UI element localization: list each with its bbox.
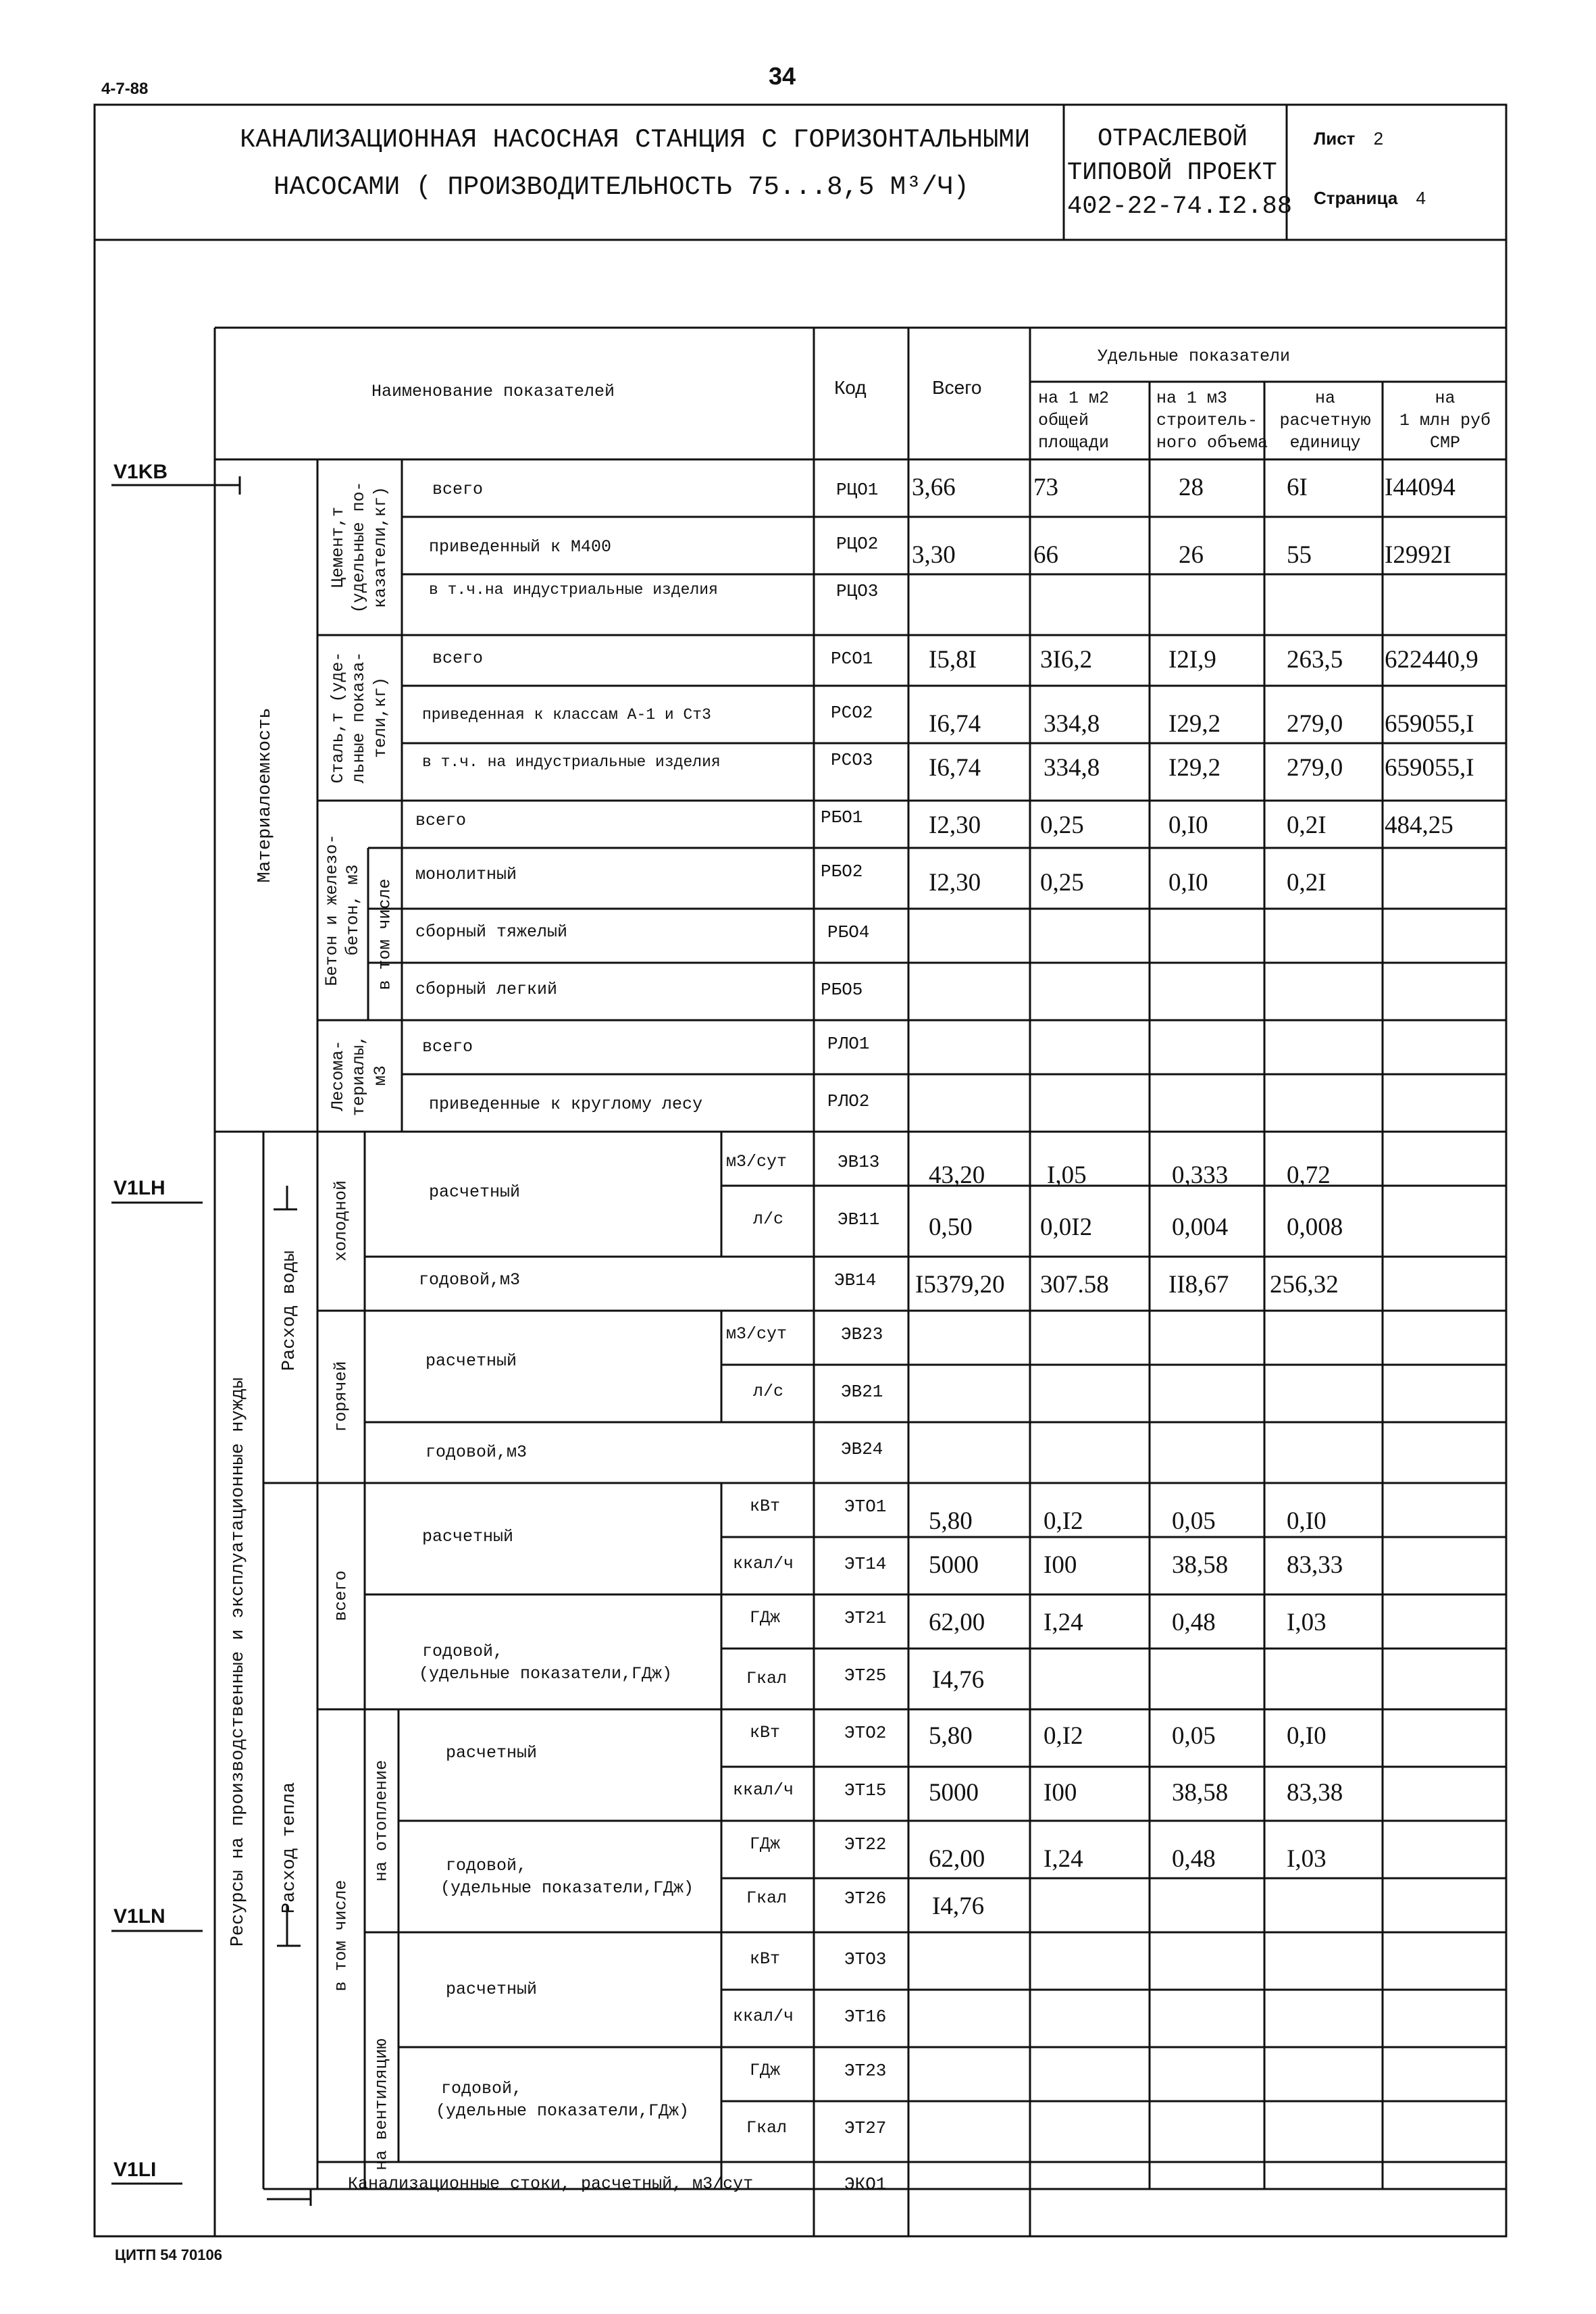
sheet-label-text: Лист — [1314, 128, 1356, 149]
value-et15-total: 5000 — [929, 1779, 979, 1807]
code-rb05: РБО5 — [821, 980, 863, 1000]
unit-heating-kw: кВт — [750, 1723, 781, 1742]
value-rb01-c3: 0,2I — [1287, 811, 1327, 839]
value-et21-c1: I,24 — [1044, 1609, 1083, 1636]
code-et27: ЭТ27 — [844, 2118, 887, 2138]
label-timber-total: всего — [422, 1037, 473, 1057]
label-heat-annual-line2: (удельные показатели,ГДж) — [419, 1664, 673, 1684]
value-rb02-total: I2,30 — [929, 869, 981, 897]
unit-heat-gcal: Гкал — [746, 1669, 788, 1688]
value-rs01-c3: 263,5 — [1287, 646, 1343, 674]
margin-code-3: V1LN — [113, 1905, 165, 1928]
label-cement-total: всего — [432, 480, 484, 499]
header-col4-line2: 1 млн руб — [1399, 411, 1491, 430]
value-et02-c2: 0,05 — [1172, 1722, 1216, 1750]
unit-heat-kw: кВт — [750, 1496, 781, 1516]
label-cement-m400: приведенный к М400 — [429, 537, 612, 557]
group-steel — [328, 651, 391, 783]
value-rc02-c4: I2992I — [1385, 541, 1451, 569]
doc-number: 4-7-88 — [101, 80, 149, 98]
value-rc02-c2: 26 — [1179, 541, 1204, 569]
code-et22: ЭТ22 — [844, 1834, 887, 1855]
value-rs02-c3: 279,0 — [1287, 710, 1343, 738]
unit-hot-m3day: м3/сут — [726, 1324, 788, 1344]
code-et21: ЭТ21 — [844, 1608, 887, 1628]
project-line-2: ТИПОВОЙ ПРОЕКТ — [1067, 159, 1277, 187]
value-et14-c1: I00 — [1044, 1551, 1077, 1579]
code-et15: ЭТ15 — [844, 1780, 887, 1801]
value-rs02-c1: 334,8 — [1044, 710, 1100, 738]
title-line-1: КАНАЛИЗАЦИОННАЯ НАСОСНАЯ СТАНЦИЯ С ГОРИЗОНТАЛЬНЫМИ — [240, 125, 1031, 155]
title-line-2: НАСОСАМИ ( ПРОИЗВОДИТЕЛЬНОСТЬ 75...8,5 М³/Ч) — [274, 172, 969, 202]
code-rl01: РЛО1 — [827, 1034, 870, 1054]
value-rs01-c1: 3I6,2 — [1040, 646, 1093, 674]
label-heat-calc: расчетный — [422, 1527, 514, 1546]
value-rs03-c1: 334,8 — [1044, 754, 1100, 782]
value-ev14-c1: 307.58 — [1040, 1271, 1109, 1299]
value-rc01-c1: 73 — [1033, 474, 1058, 501]
group-steel-line2: льные показа- — [349, 651, 369, 784]
label-heating-annual-line2: (удельные показатели,ГДж) — [440, 1878, 694, 1898]
group-concrete-line1: Бетон и железо- — [321, 834, 342, 986]
page-number: 34 — [769, 62, 796, 90]
value-et15-c1: I00 — [1044, 1779, 1077, 1807]
code-rc03: РЦО3 — [836, 581, 879, 601]
header-col4-line1: на — [1435, 388, 1456, 408]
label-timber-round: приведенные к круглому лесу — [429, 1095, 703, 1114]
value-ev14-total: I5379,20 — [915, 1271, 1005, 1299]
label-steel-a1: приведенная к классам А-1 и Ст3 — [422, 706, 711, 724]
header-col1-line3: площади — [1038, 433, 1110, 453]
code-rs03: РСО3 — [831, 750, 873, 770]
group-hot: горячей — [331, 1361, 351, 1432]
value-rb01-total: I2,30 — [929, 811, 981, 839]
unit-vent-kw: кВт — [750, 1949, 781, 1969]
value-et26-total: I4,76 — [932, 1892, 985, 1920]
project-line-1: ОТРАСЛЕВОЙ — [1098, 125, 1248, 153]
value-ev14-c2: II8,67 — [1168, 1271, 1229, 1299]
group-steel-line3: тели,кг) — [370, 676, 390, 759]
group-timber — [328, 1035, 391, 1116]
value-rs03-total: I6,74 — [929, 754, 981, 782]
code-rs02: РСО2 — [831, 703, 873, 723]
label-sewage: Канализационные стоки, расчетный, м3/сут — [348, 2174, 754, 2194]
unit-heating-kcal: ккал/ч — [733, 1780, 794, 1800]
value-et25-total: I4,76 — [932, 1666, 985, 1694]
code-et23: ЭТ23 — [844, 2061, 887, 2081]
unit-vent-kcal: ккал/ч — [733, 2007, 794, 2026]
header-col1-line2: общей — [1038, 411, 1089, 430]
value-rc01-c2: 28 — [1179, 474, 1204, 501]
group-materials: Материалоемкость — [255, 707, 276, 883]
footer-code: ЦИТП 54 70106 — [115, 2246, 223, 2263]
label-concrete-light: сборный легкий — [415, 980, 558, 999]
unit-heat-gj: ГДж — [750, 1608, 781, 1628]
group-concrete-line2: бетон, м3 — [343, 864, 363, 956]
value-rc02-c1: 66 — [1033, 541, 1058, 569]
unit-cold-ls: л/с — [753, 1209, 784, 1229]
value-et22-c3: I,03 — [1287, 1845, 1327, 1873]
header-code: Код — [834, 377, 867, 398]
header-col2-line1: на 1 м3 — [1156, 388, 1228, 408]
margin-code-2: V1LH — [113, 1177, 165, 1199]
value-ev13-c1: I,05 — [1047, 1161, 1087, 1189]
code-et14: ЭТ14 — [844, 1554, 887, 1574]
value-et14-c2: 38,58 — [1172, 1551, 1229, 1579]
group-ventilation: на вентиляцию — [371, 2038, 392, 2171]
value-ev11-c2: 0,004 — [1172, 1213, 1229, 1241]
group-water: Расход воды — [280, 1250, 301, 1372]
value-rs03-c4: 659055,I — [1385, 754, 1474, 782]
value-rb02-c1: 0,25 — [1040, 869, 1084, 897]
code-rc02: РЦО2 — [836, 534, 879, 554]
value-rs02-c4: 659055,I — [1385, 710, 1474, 738]
sheet-label — [1314, 128, 1383, 149]
value-rs01-c2: I2I,9 — [1168, 646, 1216, 674]
value-rb02-c2: 0,I0 — [1168, 869, 1208, 897]
value-rc01-total: 3,66 — [912, 474, 956, 501]
sheet-page-label: Страница — [1314, 188, 1398, 208]
header-name: Наименование показателей — [371, 382, 615, 401]
value-et22-c1: I,24 — [1044, 1845, 1083, 1873]
value-rc01-c3: 6I — [1287, 474, 1308, 501]
value-et01-c3: 0,I0 — [1287, 1507, 1327, 1535]
code-rb01: РБО1 — [821, 807, 863, 828]
header-col3-line2: расчетную — [1279, 411, 1371, 430]
value-ev11-c1: 0,0I2 — [1040, 1213, 1093, 1241]
label-heat-annual — [419, 1640, 672, 1685]
value-rb02-c3: 0,2I — [1287, 869, 1327, 897]
code-rb02: РБО2 — [821, 861, 863, 882]
value-rs03-c2: I29,2 — [1168, 754, 1221, 782]
group-steel-line1: Сталь,т (уде- — [328, 651, 349, 784]
header-col4 — [1386, 387, 1504, 454]
label-concrete-heavy: сборный тяжелый — [415, 922, 568, 942]
group-cement — [328, 481, 391, 613]
group-concrete-including: в том числе — [375, 878, 395, 990]
code-ev24: ЭВ24 — [841, 1439, 883, 1459]
value-et14-total: 5000 — [929, 1551, 979, 1579]
value-et01-total: 5,80 — [929, 1507, 973, 1535]
value-ev13-c2: 0,333 — [1172, 1161, 1229, 1189]
sheet-page-value: 4 — [1416, 188, 1426, 208]
header-col3 — [1271, 387, 1379, 454]
value-rb01-c1: 0,25 — [1040, 811, 1084, 839]
group-heating: на отопление — [371, 1759, 392, 1882]
group-heat-including: в том числе — [331, 1880, 351, 1992]
value-ev13-total: 43,20 — [929, 1161, 985, 1189]
value-et01-c1: 0,I2 — [1044, 1507, 1083, 1535]
value-et01-c2: 0,05 — [1172, 1507, 1216, 1535]
unit-hot-ls: л/с — [753, 1382, 784, 1401]
label-hot-calc: расчетный — [426, 1351, 517, 1371]
label-cold-calc: расчетный — [429, 1182, 521, 1202]
value-ev14-c3: 256,32 — [1270, 1271, 1339, 1299]
code-et25: ЭТ25 — [844, 1665, 887, 1686]
code-et01: ЭТО1 — [844, 1496, 887, 1517]
value-ev13-c3: 0,72 — [1287, 1161, 1331, 1189]
code-rl02: РЛО2 — [827, 1091, 870, 1111]
label-steel-total: всего — [432, 649, 484, 668]
header-col2-line2: строитель- — [1156, 411, 1258, 430]
unit-cold-m3day: м3/сут — [726, 1152, 788, 1172]
group-cold: холодной — [331, 1180, 351, 1262]
group-cement-line3: казатели,кг) — [370, 486, 390, 609]
code-ev21: ЭВ21 — [841, 1382, 883, 1402]
code-et16: ЭТ16 — [844, 2007, 887, 2027]
value-rb01-c2: 0,I0 — [1168, 811, 1208, 839]
group-cement-line1: Цемент,т — [328, 506, 349, 588]
label-heating-annual-line1: годовой, — [446, 1856, 527, 1876]
value-rc02-c3: 55 — [1287, 541, 1312, 569]
label-vent-calc: расчетный — [446, 1980, 538, 1999]
value-et02-c1: 0,I2 — [1044, 1722, 1083, 1750]
value-et15-c2: 38,58 — [1172, 1779, 1229, 1807]
label-concrete-total: всего — [415, 811, 467, 830]
value-et21-c2: 0,48 — [1172, 1609, 1216, 1636]
group-concrete — [321, 834, 364, 986]
code-ev11: ЭВ11 — [838, 1209, 880, 1230]
header-col3-line1: на — [1314, 388, 1335, 408]
value-et14-c3: 83,33 — [1287, 1551, 1343, 1579]
sheet-page — [1314, 188, 1426, 209]
value-et22-c2: 0,48 — [1172, 1845, 1216, 1873]
value-rs03-c3: 279,0 — [1287, 754, 1343, 782]
margin-code-1: V1KB — [113, 461, 168, 483]
value-et15-c3: 83,38 — [1287, 1779, 1343, 1807]
group-timber-line1: Лесома- — [328, 1040, 349, 1111]
unit-vent-gcal: Гкал — [746, 2118, 788, 2138]
code-et02: ЭТО2 — [844, 1723, 887, 1743]
group-heat: Расход тепла — [280, 1782, 301, 1914]
header-col3-line3: единицу — [1289, 433, 1361, 453]
code-ek01: ЭКО1 — [844, 2174, 887, 2194]
unit-heating-gcal: Гкал — [746, 1888, 788, 1908]
code-rs01: РСО1 — [831, 649, 873, 669]
header-col2-line3: ного объема — [1156, 433, 1268, 453]
label-vent-annual-line2: (удельные показатели,ГДж) — [436, 2101, 690, 2121]
value-et21-total: 62,00 — [929, 1609, 985, 1636]
value-et22-total: 62,00 — [929, 1845, 985, 1873]
value-rs01-total: I5,8I — [929, 646, 977, 674]
header-col1 — [1038, 387, 1109, 454]
label-steel-industrial: в т.ч. на индустриальные изделия — [422, 753, 721, 771]
group-timber-line3: м3 — [370, 1065, 390, 1086]
value-ev11-c3: 0,008 — [1287, 1213, 1343, 1241]
code-et03: ЭТО3 — [844, 1949, 887, 1969]
code-ev14: ЭВ14 — [834, 1270, 877, 1290]
unit-heat-kcal: ккал/ч — [733, 1554, 794, 1574]
code-et26: ЭТ26 — [844, 1888, 887, 1909]
group-cement-line2: (удельные по- — [349, 481, 369, 613]
label-hot-annual: годовой,м3 — [426, 1442, 527, 1462]
label-vent-annual-line1: годовой, — [441, 2079, 523, 2098]
label-heating-annual — [440, 1855, 694, 1899]
code-rb04: РБО4 — [827, 922, 870, 942]
label-heat-annual-line1: годовой, — [422, 1642, 504, 1661]
value-rs01-c4: 622440,9 — [1385, 646, 1478, 674]
unit-vent-gj: ГДж — [750, 2061, 781, 2080]
code-rc01: РЦО1 — [836, 480, 879, 500]
value-ev11-total: 0,50 — [929, 1213, 973, 1241]
group-timber-line2: териалы, — [349, 1034, 369, 1117]
group-resources: Ресурсы на производственные и эксплуатационные нужды — [228, 1377, 249, 1947]
value-et02-c3: 0,I0 — [1287, 1722, 1327, 1750]
header-total: Всего — [932, 377, 982, 398]
label-cement-industrial: в т.ч.на индустриальные изделия — [429, 581, 718, 599]
value-rs02-total: I6,74 — [929, 710, 981, 738]
code-ev23: ЭВ23 — [841, 1324, 883, 1344]
group-heat-total: всего — [331, 1570, 351, 1621]
unit-heating-gj: ГДж — [750, 1834, 781, 1854]
value-rs02-c2: I29,2 — [1168, 710, 1221, 738]
label-cold-annual: годовой,м3 — [419, 1270, 521, 1290]
label-heating-calc: расчетный — [446, 1743, 538, 1763]
code-ev13: ЭВ13 — [838, 1152, 880, 1172]
header-col1-line1: на 1 м2 — [1038, 388, 1110, 408]
margin-code-4: V1LI — [113, 2159, 157, 2181]
label-concrete-monolithic: монолитный — [415, 865, 517, 884]
value-et21-c3: I,03 — [1287, 1609, 1327, 1636]
value-rc02-total: 3,30 — [912, 541, 956, 569]
project-line-3: 402-22-74.I2.88 — [1067, 193, 1293, 221]
value-rb01-c4: 484,25 — [1385, 811, 1453, 839]
header-specific: Удельные показатели — [1098, 347, 1291, 366]
value-rc01-c4: I44094 — [1385, 474, 1456, 501]
header-col2 — [1156, 387, 1268, 454]
header-col4-line3: СМР — [1429, 433, 1460, 453]
sheet-value: 2 — [1373, 128, 1384, 149]
label-vent-annual — [436, 2078, 689, 2122]
value-et02-total: 5,80 — [929, 1722, 973, 1750]
